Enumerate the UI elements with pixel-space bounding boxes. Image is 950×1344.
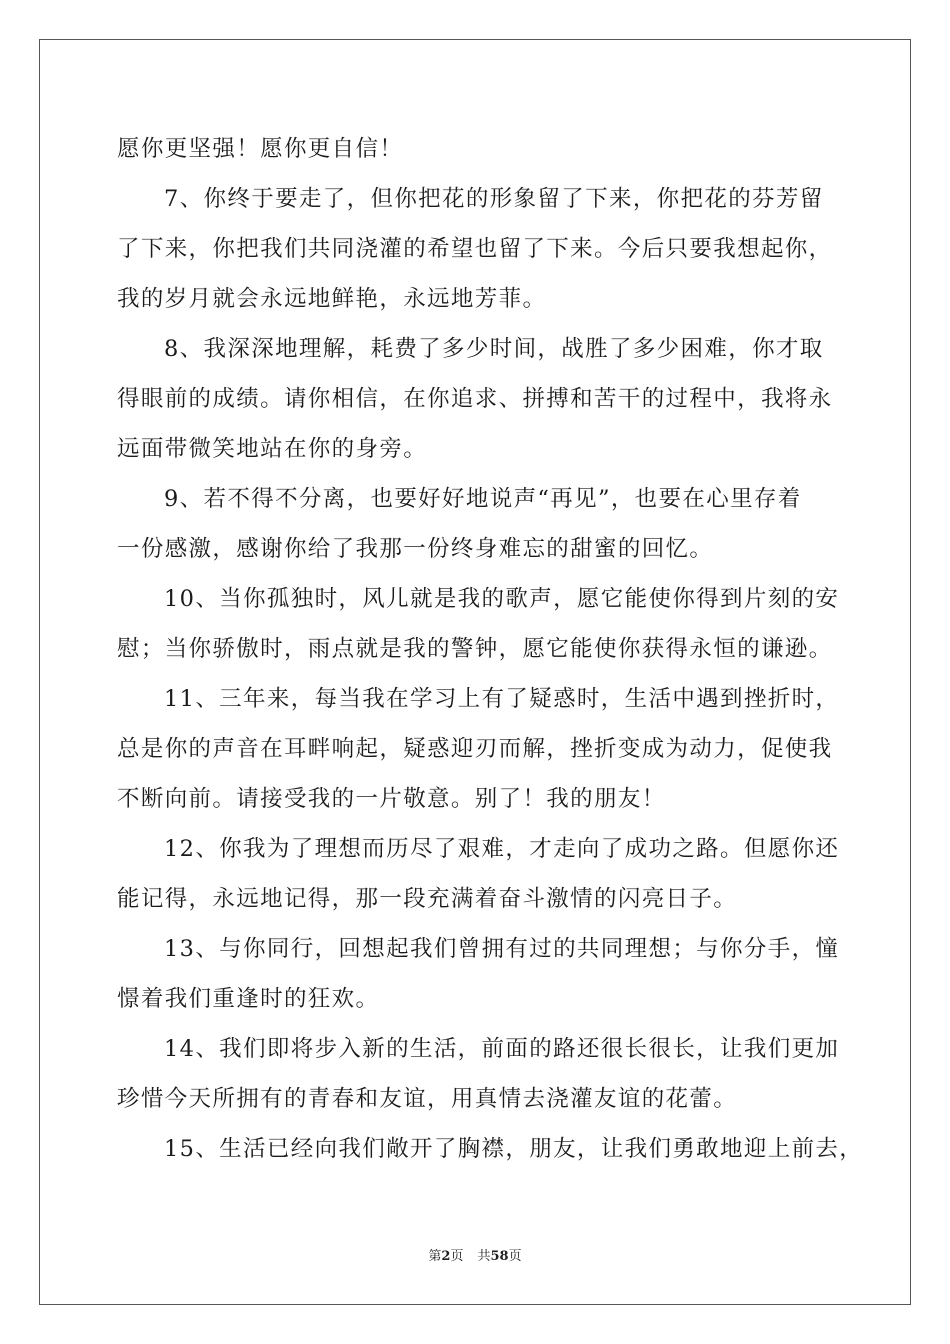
text-line: 远面带微笑地站在你的身旁。 [117,436,428,462]
total-pages: 58 [490,1249,509,1264]
text-line: 能记得，永远地记得，那一段充满着奋斗激情的闪亮日子。 [117,886,738,912]
text-line: 9、若不得不分离，也要好好地说声“再见”，也要在心里存着 [164,486,802,512]
text-line: 总是你的声音在耳畔响起，疑惑迎刃而解，挫折变成为动力，促使我 [117,736,833,762]
page-suffix: 页 [450,1249,464,1264]
page-number: 2 [441,1249,451,1264]
page-footer [0,1245,950,1264]
document-body [117,130,864,1180]
text-line: 得眼前的成绩。请你相信，在你追求、拼搏和苦干的过程中，我将永 [117,386,833,412]
text-line: 愿你更坚强！愿你更自信！ [117,136,404,162]
text-line: 10、当你孤独时，风儿就是我的歌声，愿它能使你得到片刻的安 [164,586,840,612]
text-line: 12、你我为了理想而历尽了艰难，才走向了成功之路。但愿你还 [164,836,840,862]
text-line: 不断向前。请接受我的一片敬意。别了！我的朋友！ [117,786,666,812]
total-suffix: 页 [508,1249,522,1264]
text-line: 15、生活已经向我们敞开了胸襟，朋友，让我们勇敢地迎上前去， [164,1136,864,1162]
page-prefix: 第 [428,1249,442,1264]
text-line: 14、我们即将步入新的生活，前面的路还很长很长，让我们更加 [164,1036,840,1062]
text-line: 8、我深深地理解，耗费了多少时间，战胜了多少困难，你才取 [164,336,824,362]
text-line: 一份感激，感谢你给了我那一份终身难忘的甜蜜的回忆。 [117,536,714,562]
text-line: 13、与你同行，回想起我们曾拥有过的共同理想；与你分手，憧 [164,936,840,962]
text-line: 了下来，你把我们共同浇灌的希望也留了下来。今后只要我想起你， [117,236,833,262]
text-line: 11、三年来，每当我在学习上有了疑惑时，生活中遇到挫折时， [164,686,840,712]
text-line: 7、你终于要走了，但你把花的形象留了下来，你把花的芬芳留 [164,186,824,212]
text-line: 我的岁月就会永远地鲜艳，永远地芳菲。 [117,286,547,312]
text-line: 憬着我们重逢时的狂欢。 [117,986,380,1012]
text-line: 慰；当你骄傲时，雨点就是我的警钟，愿它能使你获得永恒的谦逊。 [117,636,833,662]
total-prefix: 共 [477,1249,491,1264]
text-line: 珍惜今天所拥有的青春和友谊，用真情去浇灌友谊的花蕾。 [117,1086,738,1112]
